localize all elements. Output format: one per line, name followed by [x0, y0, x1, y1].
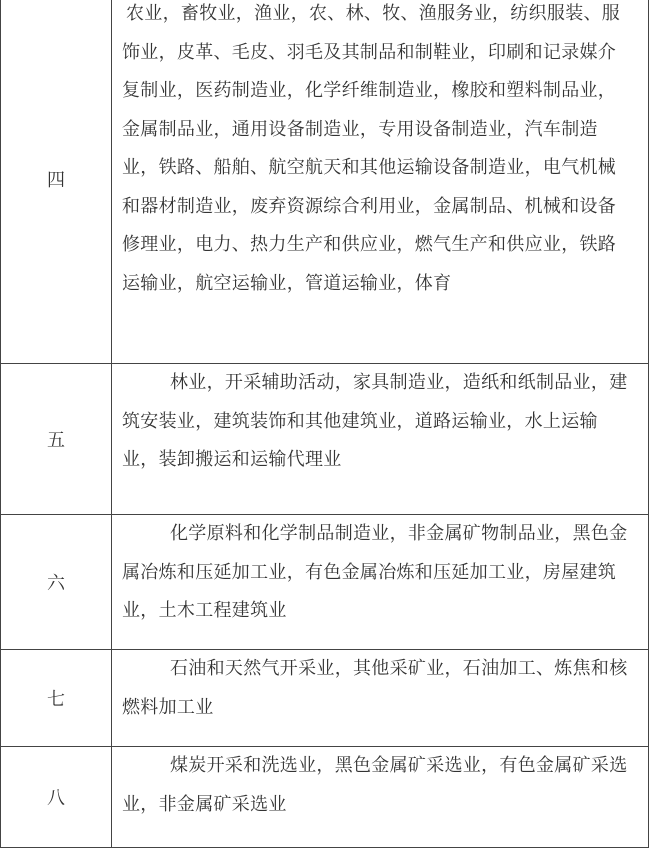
table-row-level-8: [1, 747, 649, 848]
industries-text: 林业，开采辅助活动，家具制造业，造纸和纸制品业，建筑安装业，建筑装饰和其他建筑业，道路运输业，水上运输业，装卸搬运和运输代理业: [122, 372, 628, 470]
industries-text: 煤炭开采和洗选业，黑色金属矿采选业，有色金属矿采选业，非金属矿采选业: [122, 755, 628, 815]
industries-cell: [112, 515, 649, 650]
industries-text: 农业，畜牧业，渔业，农、林、牧、渔服务业，纺织服装、服饰业，皮革、毛皮、羽毛及其制品和制鞋业，印刷和记录媒介复制业，医药制造业，化学纤维制造业，橡胶和塑料制品业，金属制品业，通用设备制造业，专用设备制造业，汽车制造业，铁路、船舶、航空航天和其他运输设备制造业，电气机械和器材制造业，废弃资源综合利用业，金属制品、机械和设备修理业，电力、热力生产和供应业，燃气生产和供应业，铁路运输业，航空运输业，管道运输业，体育: [122, 3, 621, 294]
level-cell: 六: [1, 515, 112, 650]
industries-cell: [112, 0, 649, 364]
industries-text: 石油和天然气开采业，其他采矿业，石油加工、炼焦和核燃料加工业: [122, 658, 628, 718]
table-row-level-5: [1, 364, 649, 515]
level-cell: 七: [1, 650, 112, 747]
industries-text: 化学原料和化学制品制造业，非金属矿物制品业，黑色金属冶炼和压延加工业，有色金属冶炼和压延加工业，房屋建筑业，土木工程建筑业: [122, 523, 628, 621]
table-row-level-6: [1, 515, 649, 650]
table-row-level-4: [1, 0, 649, 364]
industries-cell: [112, 747, 649, 848]
table-row-level-7: [1, 650, 649, 747]
level-cell: 五: [1, 364, 112, 515]
level-cell: 八: [1, 747, 112, 848]
industries-cell: [112, 650, 649, 747]
industries-cell: [112, 364, 649, 515]
level-cell: 四: [1, 0, 112, 364]
